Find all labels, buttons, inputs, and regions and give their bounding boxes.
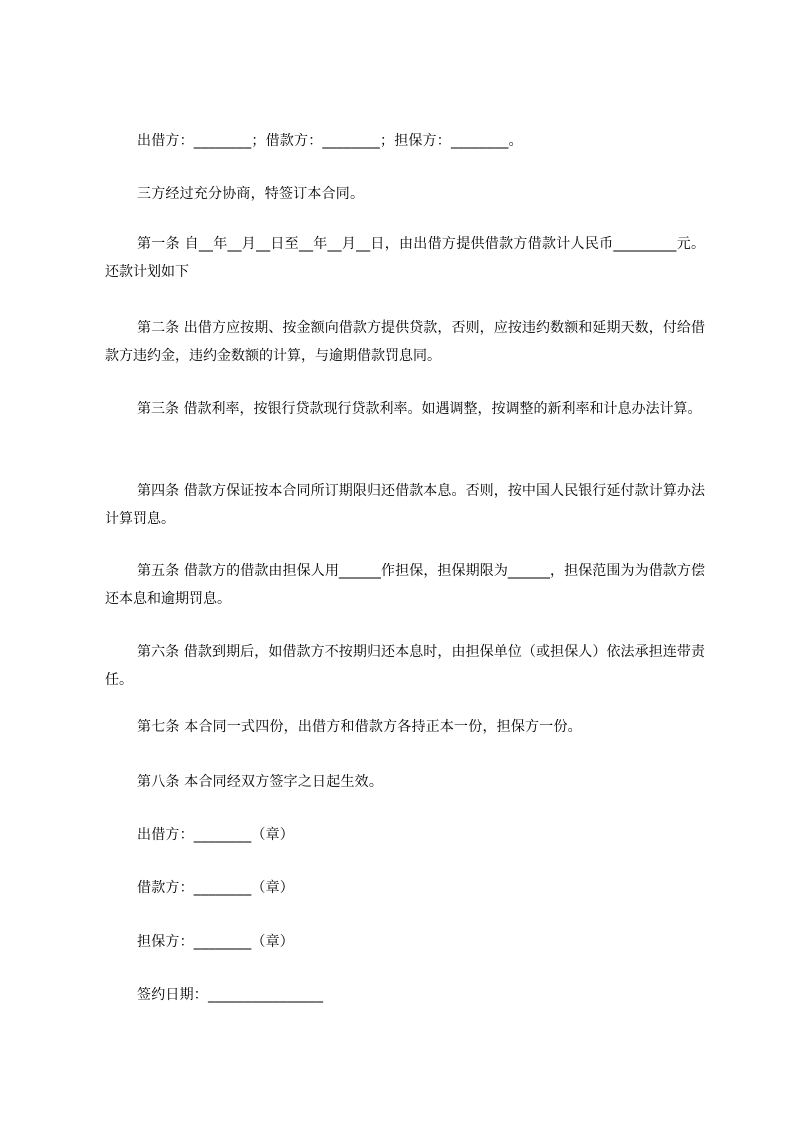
article-3: 第三条 借款利率，按银行贷款现行贷款利率。如遇调整，按调整的新利率和计息办法计算。 bbox=[137, 401, 702, 417]
borrower-signature: 借款方：________（章） bbox=[137, 880, 294, 896]
article-1: 第一条 自__年__月__日至__年__月__日，由出借方提供借款方借款计人民币_________元。还款计划如下 bbox=[105, 236, 705, 280]
intro-line: 三方经过充分协商，特签订本合同。 bbox=[137, 186, 365, 202]
guarantor-signature: 担保方：________（章） bbox=[137, 934, 294, 950]
article-2: 第二条 出借方应按期、按金额向借款方提供贷款，否则，应按违约数额和延期天数，付给借款方违约金，违约金数额的计算，与逾期借款罚息同。 bbox=[105, 320, 705, 364]
parties-line: 出借方：________；借款方：________；担保方：________。 bbox=[137, 133, 523, 149]
article-6: 第六条 借款到期后，如借款方不按期归还本息时，由担保单位（或担保人）依法承担连带责任。 bbox=[105, 644, 705, 688]
article-7: 第七条 本合同一式四份，出借方和借款方各持正本一份，担保方一份。 bbox=[137, 719, 582, 735]
article-4: 第四条 借款方保证按本合同所订期限归还借款本息。否则，按中国人民银行延付款计算办法计算罚息。 bbox=[105, 483, 705, 527]
lender-signature: 出借方：________（章） bbox=[137, 827, 294, 843]
signing-date: 签约日期：________________ bbox=[137, 987, 324, 1003]
article-5: 第五条 借款方的借款由担保人用______作担保，担保期限为______，担保范围为为借款方偿还本息和逾期罚息。 bbox=[105, 563, 705, 607]
article-8: 第八条 本合同经双方签字之日起生效。 bbox=[137, 774, 384, 790]
